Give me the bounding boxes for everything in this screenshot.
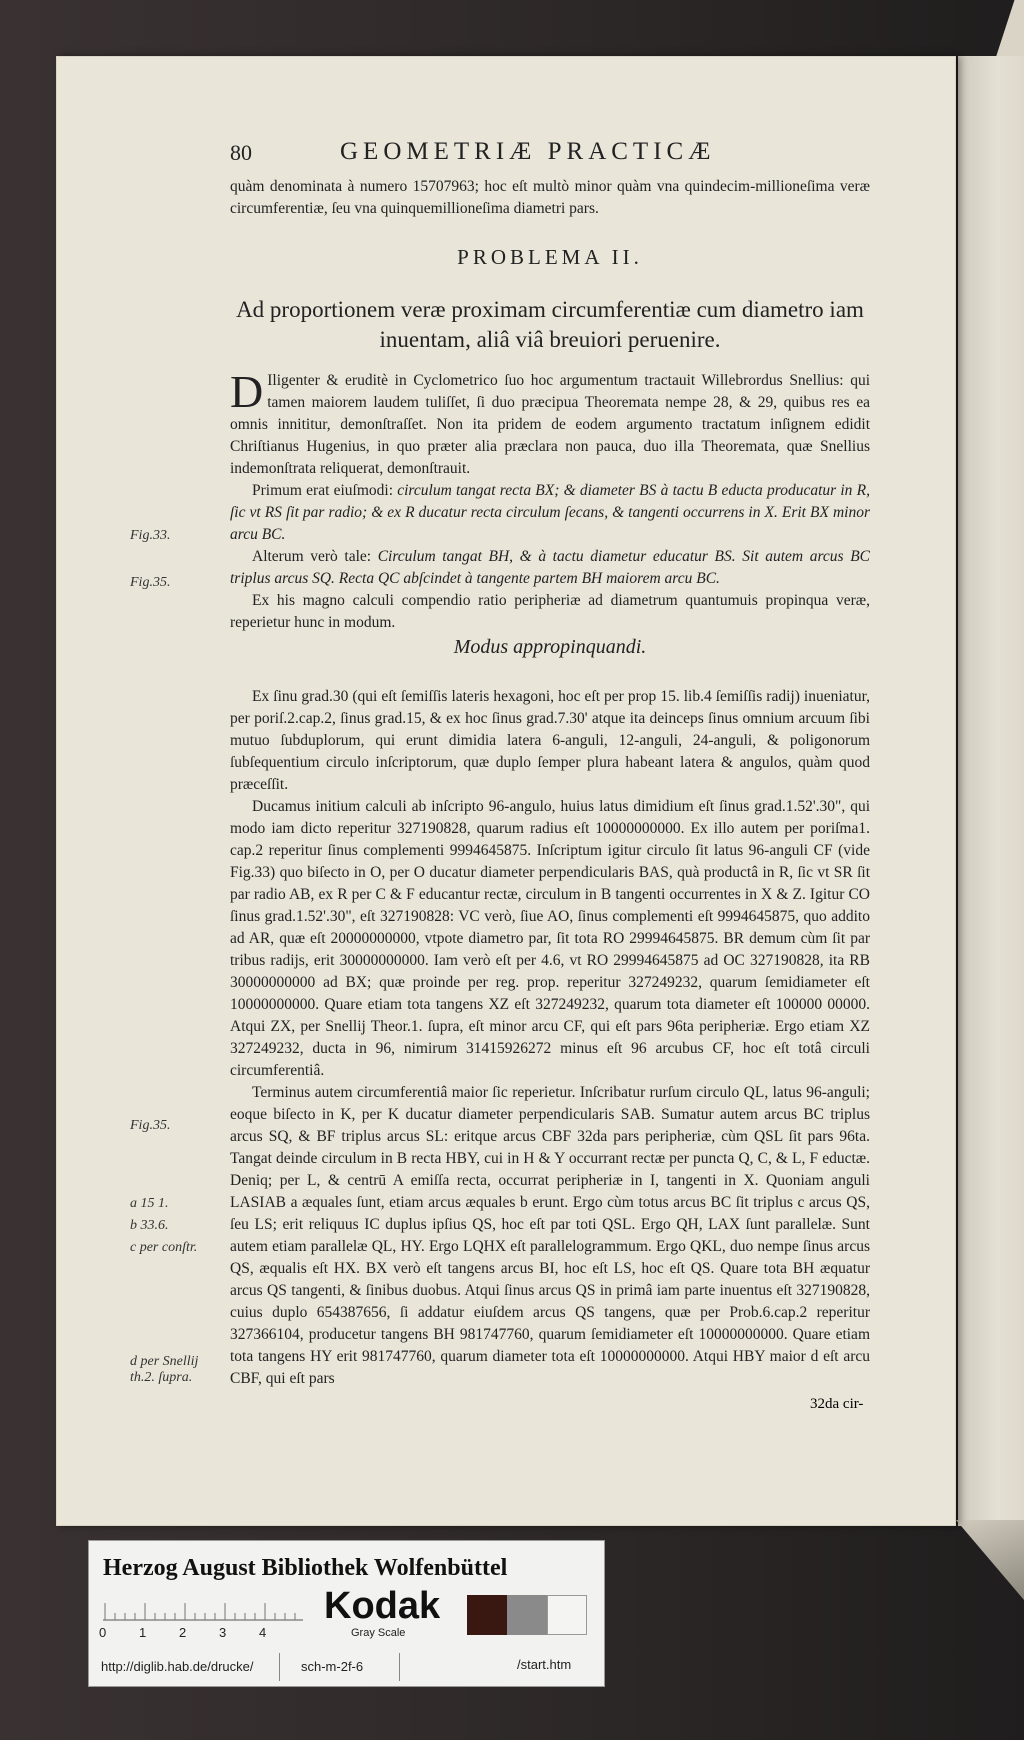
paragraph-1 [230, 366, 870, 480]
paragraph-4: Ex his magno calculi compendio ratio peripheriæ ad diametrum quantumuis propinqua veræ, reperietur hunc in modum. [230, 592, 870, 631]
ruler-number: 2 [179, 1625, 187, 1640]
margin-note-fig35: Fig.35. [130, 575, 171, 590]
ruler-number: 4 [259, 1625, 267, 1640]
running-head [230, 140, 870, 170]
ruler-numbers [99, 1625, 299, 1643]
paragraph-2 [230, 480, 870, 546]
problem-title: Ad proportionem veræ proximam circumferentiæ cum diametro iam inuentam, aliâ viâ breuiori peruenire. [236, 297, 864, 352]
url-base: http://diglib.hab.de/drucke/ [101, 1659, 254, 1674]
url-shelfmark: sch-m-2f-6 [301, 1659, 364, 1674]
paragraph-3-theorem: Circulum tangat BH, & à tactu diametur educatur BS. Sit autem arcus BC triplus arcus SQ. Recta QC abſcindet à tangente partem BH maiorem arcu BC. [230, 548, 870, 587]
margin-note-d: d per Snellij th.2. ſupra. [130, 1354, 199, 1385]
ruler-number: 0 [99, 1625, 107, 1640]
color-target-card [88, 1540, 605, 1687]
page-number: 80 [230, 140, 252, 165]
gray-scale-label: Gray Scale [351, 1627, 406, 1639]
library-name: Herzog August Bibliothek Wolfenbüttel [103, 1555, 508, 1581]
intro-paragraph: quàm denominata à numero 15707963; hoc eſt multò minor quàm vna quindecim-millioneſima veræ circumferentiæ, ſeu vna quinquemillioneſima diametri pars. [230, 178, 870, 217]
separator [279, 1653, 280, 1681]
opposite-page-edge [958, 56, 1024, 1526]
subheading: Modus appropinquandi. [453, 636, 647, 658]
margin-note-a: a 15 1. [130, 1196, 169, 1211]
paragraph-2-lead: Primum erat eiuſmodi: [252, 482, 398, 499]
paragraph-3-lead: Alterum verò tale: [252, 548, 378, 565]
kodak-logo: Kodak [324, 1585, 441, 1627]
margin-note-fig35-second: Fig.35. [130, 1118, 171, 1133]
margin-note-c: c per conſtr. [130, 1240, 198, 1255]
paragraph-3 [230, 546, 870, 590]
running-title: GEOMETRIÆ PRACTICÆ [340, 138, 716, 165]
separator [399, 1653, 400, 1681]
dark-color-patch [467, 1595, 507, 1635]
margin-note-b: b 33.6. [130, 1218, 169, 1233]
paragraph-5: Ex ſinu grad.30 (qui eſt ſemiſſis lateris hexagoni, hoc eſt per prop 15. lib.4 ſemiſſis radij) inueniatur, per poriſ.2.cap.2, ſinus grad.15, & ex hoc ſinus grad.7.30' atque ita deinceps ſinus omnium arcuum ſibi mutuo ſubduplorum, qui erunt dimidia latera 6-anguli, 12-anguli, 24-anguli, & poligonorum ſubſequentium circulo inſcriptorum, quæ duplo ſemper plura habeant latera & angulos, quàm quod præceſſit. [230, 688, 870, 793]
paragraph-7: Terminus autem circumferentiâ maior ſic reperietur. Inſcribatur rurſum circulo QL, latus 96-anguli; eoque biſecto in K, per K ducatur diameter perpendicularis SAB. Sumatur autem arcus BC triplus arcus SQ, & BF triplus arcus SL: eritque arcus CBF 32da pars peripheriæ, cùm QSL ſit pars 96ta. Tangat deinde circulum in B recta HBY, cui in H & Y occurrant rectæ per puncta Q, C, & L, F eductæ. Deniq; per L, & centrū A emiſſa recta, occurrat peripheriæ in I, tangenti in X. Quoniam anguli LASIAB a æquales ſunt, etiam arcus æquales b erunt. Ergo cùm totus arcus BC ſit triplus c arcus QS, ſeu LS; erit reliquus IC duplus ipſius QS, hoc eſt par toti QSL. Ergo QH, LAX ſunt parallelæ. Sunt autem etiam parallelæ QL, HY. Ergo LQHX eſt parallelogrammum. Ergo QKL, duo nempe ſinus arcus QS, æqualis eſt HX. BX verò eſt tangens arcus BI, hoc eſt LS, hoc eſt QS. Quare tota BH æquatur arcus QS tangenti, & ſinibus duobus. Atqui ſinus arcus QS in primâ iam parte inuentus eſt 327190828, cuius duplo 654387656, ſi addatur eiuſdem arcus QS tangens, quæ per Prob.6.cap.2 reperitur 327366104, producetur tangens BH 981747760, quarum ſemidiameter eſt 10000000000. Quare etiam tota tangens HY erit 981747760, quarum diameter tota eſt 10000000000. Atqui HBY maior d eſt arcu CBF, qui eſt pars [230, 1084, 870, 1387]
catchword: 32da cir- [810, 1396, 864, 1412]
drop-cap: D [230, 366, 264, 417]
url-start: /start.htm [517, 1657, 572, 1672]
margin-note-fig33: Fig.33. [130, 528, 171, 543]
body-section-2 [230, 686, 870, 1390]
ruler-scale [103, 1599, 303, 1621]
problem-heading: PROBLEMA II. [457, 245, 643, 269]
body-section-1 [230, 366, 870, 634]
ruler-number: 3 [219, 1625, 227, 1640]
paragraph-6: Ducamus initium calculi ab inſcripto 96-angulo, huius latus dimidium eſt ſinus grad.1.52'.30", qui modo iam dicto reperitur 327190828, quarum radius eſt 10000000000. Ex illo autem per poriſma1. cap.2 reperitur ſinus complementi 9994645875. Inſcriptum igitur circulo ſit latus 96-anguli CF (vide Fig.33) quo biſecto in O, per O ducatur diameter perpendicularis BAS, quà productâ in R, ſic vt SR ſit par radio AB, ex R per C & F educantur rectæ, circulum in B tangenti occurrentes in X & Z. Igitur CO ſinus grad.1.52'.30", eſt 327190828: VC verò, ſiue AO, ſinus complementi eſt 9994645875, quo addito ad AR, quæ eſt 20000000000, vtpote diametro par, ſit tota RO 29994645875. BR demum cùm ſit par tribus radijs, erit 30000000000. Iam verò eſt per 4.6, vt RO 29994645875 ad OC 327190828, ita RB 30000000000 ad BX; quæ proinde per reg. prop. reperitur 327249232, quarum ſemidiameter eſt 10000000000. Quare etiam tota tangens XZ eſt 327249232, quarum tota diameter eſt 100000 00000. Atqui ZX, per Snellij Theor.1. ſupra, eſt minor arcu CF, qui eſt pars 96ta peripheriæ. Ergo etiam XZ 327249232, ducta in 96, nimirum 31415926272 minus eſt 96 arcubus CF, hoc eſt totâ circuli circumferentiâ. [230, 798, 870, 1079]
gray-color-patch [507, 1595, 547, 1635]
paragraph-2-theorem: circulum tangat recta BX; & diameter BS à tactu B educta producatur in R, ſic vt RS ſit par radio; & ex R ducatur recta circulum ſecans, & tangenti occurrens in X. Erit BX minor arcu BC. [230, 482, 870, 543]
paragraph-1-text: Iligenter & eruditè in Cyclometrico ſuo hoc argumentum tractauit Willebrordus Snellius: qui tamen maiorem laudem tuliſſet, ſi duo præcipua Theoremata nempe 28, & 29, quibus res ea omnis innititur, demonſtraſſet. Non ita pridem de eodem argumento tractatum inſignem edidit Chriſtianus Hugenius, in quo præter alia præclara non pauca, duo illa Theoremata, quæ Snellius indemonſtrata reliquerat, demonſtrauit. [230, 372, 870, 477]
ruler-number: 1 [139, 1625, 147, 1640]
light-color-patch [547, 1595, 587, 1635]
